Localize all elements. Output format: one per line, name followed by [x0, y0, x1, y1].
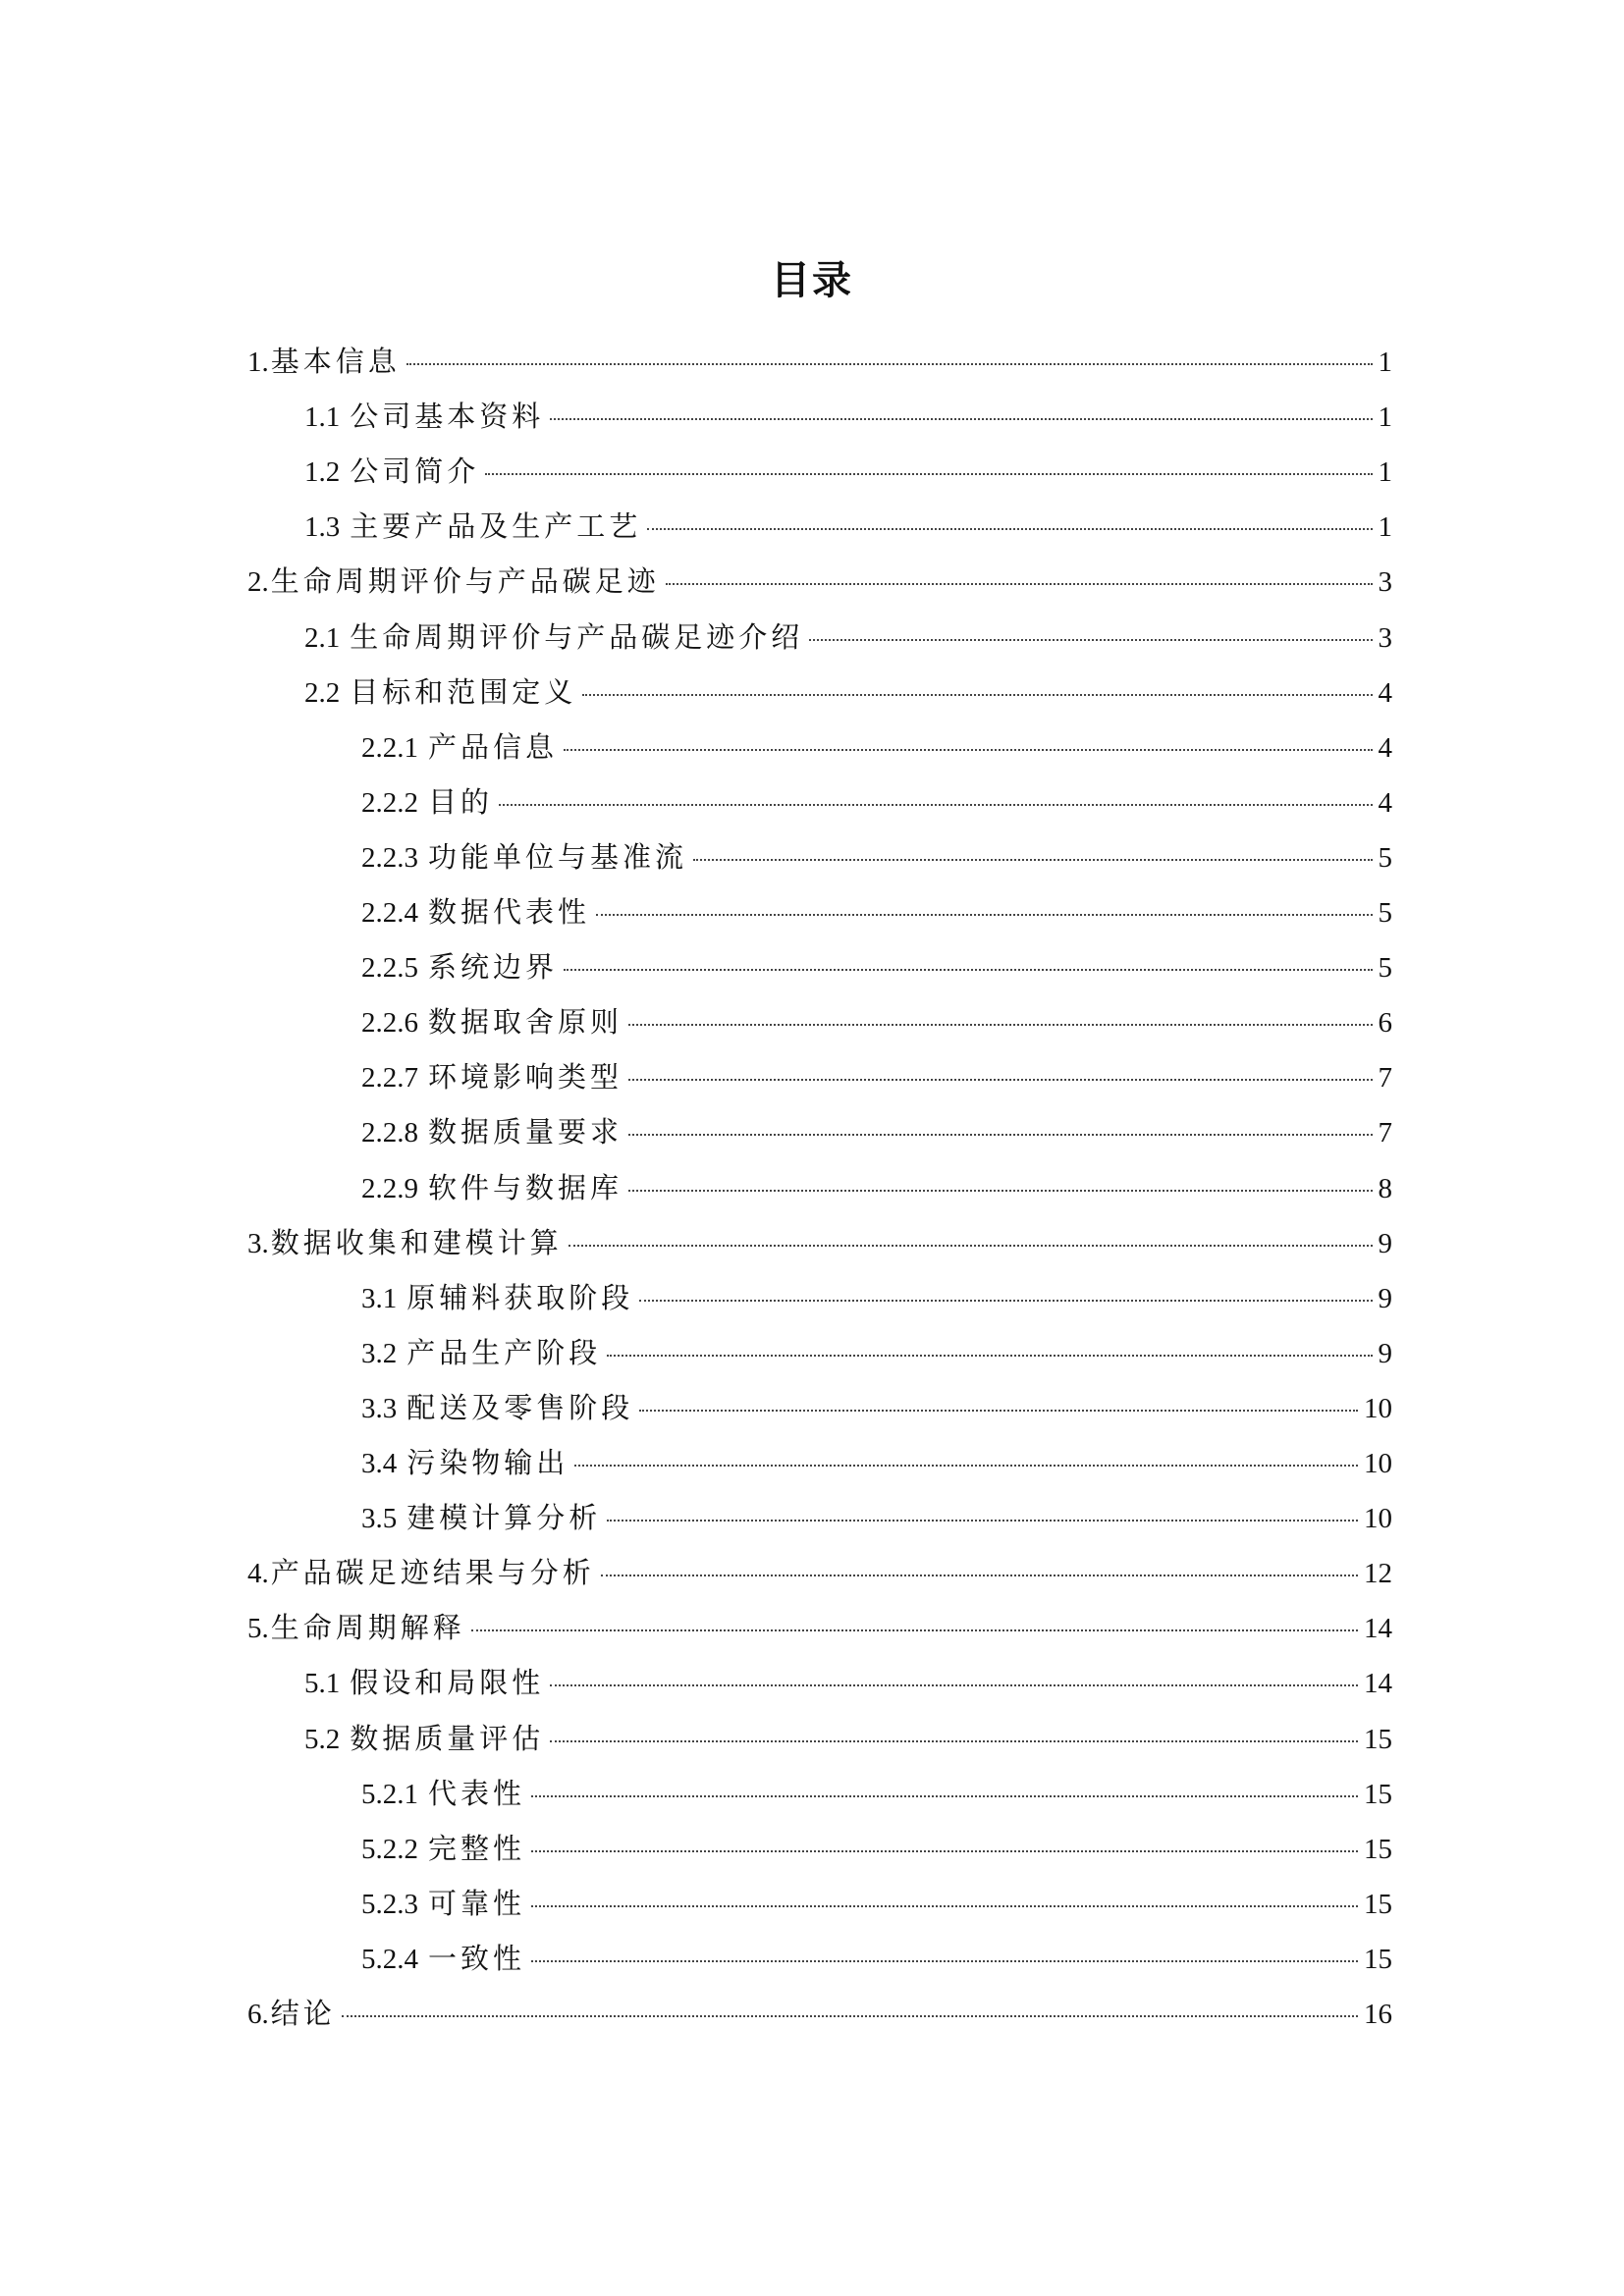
toc-entry-number: 3.3: [361, 1392, 398, 1424]
toc-entry-number: 3.: [247, 1227, 269, 1259]
dot-leader: [564, 969, 1372, 971]
toc-entry[interactable]: [361, 1380, 1392, 1435]
toc-entry-number: 2.2.7: [361, 1062, 418, 1095]
dot-leader: [550, 1684, 1358, 1686]
toc-entry-page-number: 9: [1378, 1282, 1392, 1314]
toc-entry-number: 2.2.9: [361, 1172, 418, 1204]
toc-entry-number: 2.2.3: [361, 841, 418, 874]
dot-leader: [809, 639, 1372, 641]
toc-entry[interactable]: [361, 829, 1392, 884]
toc-entry-number: 2.2.4: [361, 897, 418, 929]
toc-entry-number: 2.2.6: [361, 1007, 418, 1040]
toc-entry-number: 5.2.3: [361, 1888, 418, 1920]
dot-leader: [485, 473, 1372, 475]
toc-entry-number: 5.1: [304, 1668, 341, 1700]
toc-entry[interactable]: [361, 1931, 1392, 1986]
toc-entry-title: 系统边界: [428, 950, 559, 985]
toc-entry-number: 1.: [247, 347, 269, 378]
dot-leader: [607, 1520, 1358, 1522]
toc-entry-title: 可靠性: [428, 1886, 526, 1920]
dot-leader: [531, 1795, 1358, 1797]
toc-entry[interactable]: [247, 554, 1392, 609]
toc-entry-title: 假设和局限性: [350, 1666, 545, 1700]
toc-entry-page-number: 9: [1378, 1227, 1392, 1259]
toc-entry-page-number: 15: [1364, 1943, 1392, 1975]
dot-leader: [628, 1190, 1372, 1192]
toc-entry-page-number: 5: [1378, 952, 1392, 985]
dot-leader: [607, 1355, 1372, 1357]
toc-entry-number: 5.2: [304, 1723, 341, 1755]
page-title: 目录: [771, 257, 853, 303]
toc-entry-title: 目标和范围定义: [350, 674, 577, 709]
toc-entry-title: 配送及零售阶段: [406, 1390, 634, 1424]
toc-entry-page-number: 15: [1364, 1833, 1392, 1865]
toc-entry-number: 2.1: [304, 621, 341, 654]
toc-entry-page-number: 9: [1378, 1337, 1392, 1369]
toc-entry-number: 2.2.8: [361, 1117, 418, 1149]
toc-entry[interactable]: [247, 1215, 1392, 1270]
toc-entry-page-number: 3: [1378, 566, 1392, 599]
toc-entry-title: 主要产品及生产工艺: [350, 509, 642, 544]
toc-entry-page-number: 1: [1378, 347, 1392, 378]
toc-entry-page-number: 5: [1378, 841, 1392, 874]
toc-entry-number: 4.: [247, 1558, 269, 1590]
dot-leader: [639, 1410, 1358, 1412]
toc-entry[interactable]: [304, 444, 1392, 499]
toc-entry-number: 1.1: [304, 401, 341, 434]
toc-entry-number: 5.2.4: [361, 1943, 418, 1975]
toc-entry-title: 产品生产阶段: [406, 1335, 602, 1369]
dot-leader: [628, 1134, 1372, 1136]
toc-entry[interactable]: [304, 665, 1392, 720]
dot-leader: [406, 363, 1373, 365]
toc-entry-page-number: 15: [1364, 1888, 1392, 1920]
toc-entry-page-number: 4: [1378, 786, 1392, 819]
toc-entry-title: 代表性: [428, 1776, 526, 1810]
dot-leader: [647, 528, 1372, 530]
toc-entry[interactable]: [361, 774, 1392, 829]
dot-leader: [471, 1629, 1358, 1631]
toc-entry[interactable]: [361, 720, 1392, 774]
toc-entry-number: 2.2.2: [361, 786, 418, 819]
toc-entry-title: 数据取舍原则: [428, 1005, 623, 1040]
toc-entry-title: 产品信息: [428, 729, 559, 764]
dot-leader: [531, 1905, 1358, 1907]
toc-entry-title: 建模计算分析: [406, 1501, 602, 1535]
toc-entry[interactable]: [247, 1545, 1392, 1600]
toc-entry[interactable]: [361, 1490, 1392, 1545]
toc-entry-page-number: 16: [1364, 1999, 1392, 2030]
toc-entry[interactable]: [361, 1821, 1392, 1876]
toc-entry-title: 公司基本资料: [350, 400, 545, 434]
toc-entry[interactable]: [361, 1766, 1392, 1821]
toc-entry-title: 目的: [428, 784, 494, 819]
toc-entry-title: 数据收集和建模计算: [270, 1225, 563, 1259]
dot-leader: [499, 804, 1372, 806]
dot-leader: [628, 1079, 1372, 1081]
toc-entry-number: 3.1: [361, 1282, 398, 1314]
toc-entry-title: 数据代表性: [428, 895, 591, 929]
toc-entry-title: 生命周期解释: [270, 1611, 465, 1645]
toc-entry-title: 生命周期评价与产品碳足迹介绍: [350, 619, 804, 654]
dot-leader: [564, 749, 1372, 751]
toc-entry-page-number: 5: [1378, 897, 1392, 929]
toc-entry-page-number: 7: [1378, 1117, 1392, 1149]
toc-entry[interactable]: [361, 1104, 1392, 1159]
toc-entry-title: 软件与数据库: [428, 1170, 623, 1204]
toc-entry[interactable]: [304, 1655, 1392, 1710]
toc-entry-number: 3.4: [361, 1448, 398, 1479]
toc-entry-page-number: 12: [1364, 1558, 1392, 1590]
toc-entry-number: 2.2: [304, 676, 341, 709]
toc-entry-page-number: 4: [1378, 731, 1392, 764]
toc-entry-number: 5.2.2: [361, 1833, 418, 1865]
toc-entry[interactable]: [361, 1435, 1392, 1490]
toc-entry-number: 3.5: [361, 1503, 398, 1535]
toc-entry-page-number: 6: [1378, 1007, 1392, 1040]
toc-entry-page-number: 4: [1378, 676, 1392, 709]
dot-leader: [693, 859, 1372, 861]
toc-entry-page-number: 14: [1364, 1668, 1392, 1700]
dot-leader: [568, 1245, 1373, 1247]
toc-entry-title: 完整性: [428, 1831, 526, 1865]
toc-entry-number: 5.2.1: [361, 1778, 418, 1810]
dot-leader: [666, 583, 1373, 585]
toc-entry-page-number: 1: [1378, 456, 1392, 489]
toc-entry-title: 数据质量评估: [350, 1721, 545, 1755]
toc-entry[interactable]: [361, 1876, 1392, 1931]
toc-entry-title: 产品碳足迹结果与分析: [270, 1556, 595, 1590]
dot-leader: [601, 1575, 1358, 1576]
toc-entry[interactable]: [361, 939, 1392, 994]
toc-entry[interactable]: [361, 1270, 1392, 1325]
dot-leader: [531, 1960, 1358, 1962]
toc-entry-page-number: 10: [1364, 1392, 1392, 1424]
toc-entry-number: 2.: [247, 566, 269, 599]
toc-entry-title: 基本信息: [270, 345, 401, 378]
toc-entry-page-number: 10: [1364, 1448, 1392, 1479]
toc-entry-page-number: 7: [1378, 1062, 1392, 1095]
toc-entry-title: 一致性: [428, 1941, 526, 1975]
toc-entry-number: 2.2.5: [361, 952, 418, 985]
toc-entry-page-number: 1: [1378, 401, 1392, 434]
toc-entry[interactable]: [361, 1325, 1392, 1380]
toc-entry[interactable]: [247, 1986, 1392, 2041]
dot-leader: [574, 1465, 1358, 1467]
toc-entry-number: 2.2.1: [361, 731, 418, 764]
toc-entry-title: 数据质量要求: [428, 1115, 623, 1149]
toc-entry-title: 污染物输出: [406, 1446, 569, 1479]
dot-leader: [628, 1024, 1372, 1026]
dot-leader: [582, 694, 1372, 696]
toc-entry[interactable]: [304, 499, 1392, 554]
dot-leader: [531, 1850, 1358, 1852]
toc-entry[interactable]: [304, 1711, 1392, 1766]
toc-entry-page-number: 8: [1378, 1172, 1392, 1204]
toc-entry[interactable]: [361, 1160, 1392, 1215]
dot-leader: [639, 1300, 1372, 1302]
toc-entry-title: 公司简介: [350, 454, 480, 489]
toc-entry[interactable]: [304, 389, 1392, 444]
toc-entry[interactable]: [247, 1600, 1392, 1655]
toc-entry-page-number: 15: [1364, 1778, 1392, 1810]
toc-entry-page-number: 10: [1364, 1503, 1392, 1535]
dot-leader: [596, 914, 1372, 916]
toc-entry-number: 3.2: [361, 1337, 398, 1369]
toc-entry-number: 1.3: [304, 511, 341, 544]
toc-entry-number: 5.: [247, 1613, 269, 1645]
toc-entry[interactable]: [361, 884, 1392, 939]
toc-entry-number: 6.: [247, 1999, 269, 2030]
toc-entry-number: 1.2: [304, 456, 341, 489]
toc-entry[interactable]: [247, 334, 1392, 389]
toc-entry-title: 生命周期评价与产品碳足迹: [270, 564, 660, 599]
toc-entry-title: 功能单位与基准流: [428, 839, 688, 874]
toc-entry[interactable]: [304, 610, 1392, 665]
toc-entry[interactable]: [361, 994, 1392, 1049]
toc-entry-page-number: 15: [1364, 1723, 1392, 1755]
toc-entry-title: 环境影响类型: [428, 1060, 623, 1095]
toc-entry-title: 结论: [270, 1997, 336, 2030]
dot-leader: [550, 418, 1372, 420]
dot-leader: [342, 2015, 1358, 2017]
toc-entry-page-number: 14: [1364, 1613, 1392, 1645]
toc-entry-page-number: 3: [1378, 621, 1392, 654]
toc-entry[interactable]: [361, 1049, 1392, 1104]
toc-entry-title: 原辅料获取阶段: [406, 1280, 634, 1314]
toc-entry-page-number: 1: [1378, 511, 1392, 544]
dot-leader: [550, 1740, 1358, 1742]
